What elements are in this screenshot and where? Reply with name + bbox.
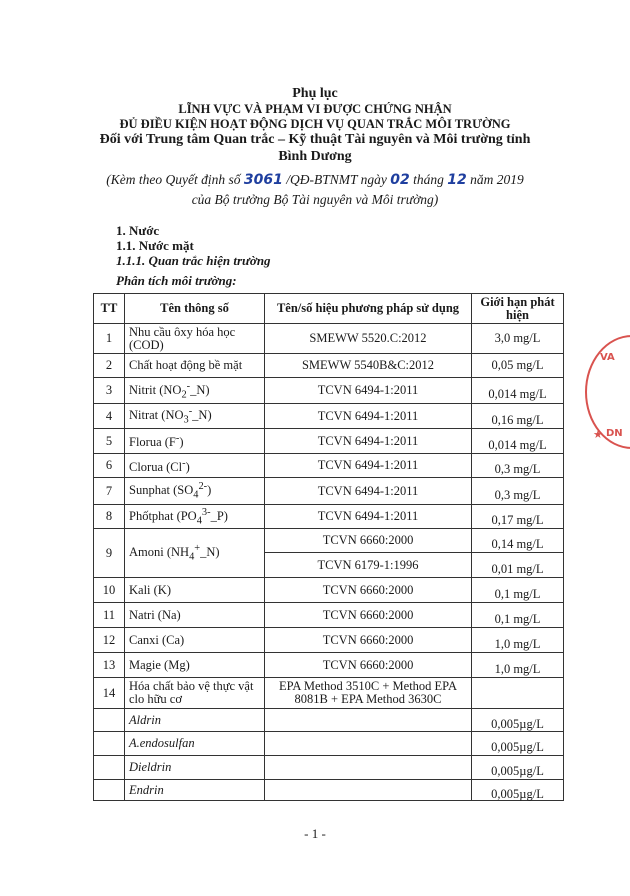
row-limit: 0,3 mg/L bbox=[472, 478, 564, 505]
decision-number: 3061 bbox=[243, 172, 283, 188]
row-method: TCVN 6494-1:2011 bbox=[265, 378, 472, 404]
row-param: Natri (Na) bbox=[125, 603, 265, 628]
row-param: Clorua (Cl-) bbox=[125, 454, 265, 478]
row-method: SMEWW 5540B&C:2012 bbox=[265, 354, 472, 378]
row-tt: 13 bbox=[94, 653, 125, 678]
section-field-monitoring: 1.1.1. Quan trắc hiện trường bbox=[116, 253, 271, 268]
row-tt: 3 bbox=[94, 378, 125, 404]
row-limit: 0,17 mg/L bbox=[472, 505, 564, 529]
row-tt: 2 bbox=[94, 354, 125, 378]
row-tt: 7 bbox=[94, 478, 125, 505]
row-limit: 0,014 mg/L bbox=[472, 378, 564, 404]
row-method: SMEWW 5520.C:2012 bbox=[265, 324, 472, 354]
row-param: Florua (F-) bbox=[125, 429, 265, 454]
decision-month-label: tháng bbox=[409, 172, 448, 187]
row-param: Nhu cầu ôxy hóa học (COD) bbox=[125, 324, 265, 354]
row-method: TCVN 6494-1:2011 bbox=[265, 429, 472, 454]
decision-year: năm 2019 bbox=[466, 172, 524, 187]
page-number: - 1 - bbox=[304, 826, 326, 841]
decision-mid: /QĐ-BTNMT ngày bbox=[282, 172, 391, 187]
row-method: TCVN 6494-1:2011 bbox=[265, 478, 472, 505]
row-limit: 0,1 mg/L bbox=[472, 578, 564, 603]
row-method: TCVN 6179-1:1996 bbox=[265, 553, 472, 578]
stamp-text-bottom: DN bbox=[606, 428, 623, 439]
row-tt: 5 bbox=[94, 429, 125, 454]
row-limit: 1,0 mg/L bbox=[472, 653, 564, 678]
row-method: TCVN 6494-1:2011 bbox=[265, 505, 472, 529]
table-row bbox=[94, 780, 564, 801]
row-param: Chất hoạt động bề mặt bbox=[125, 354, 265, 378]
header-tt: TT bbox=[94, 294, 125, 324]
row-limit: 0,005µg/L bbox=[472, 709, 564, 732]
row-param: Endrin bbox=[125, 780, 265, 801]
row-param: Magie (Mg) bbox=[125, 653, 265, 678]
header-line-1: LĨNH VỰC VÀ PHẠM VI ĐƯỢC CHỨNG NHẬN bbox=[178, 102, 452, 116]
row-limit bbox=[472, 678, 564, 709]
table-row bbox=[94, 324, 564, 354]
table-row bbox=[94, 454, 564, 478]
table-header-row bbox=[94, 294, 564, 324]
table-row bbox=[94, 628, 564, 653]
row-tt bbox=[94, 732, 125, 756]
row-tt: 11 bbox=[94, 603, 125, 628]
table-row bbox=[94, 378, 564, 404]
row-method bbox=[265, 732, 472, 756]
row-limit: 3,0 mg/L bbox=[472, 324, 564, 354]
row-limit: 0,005µg/L bbox=[472, 780, 564, 801]
row-limit: 0,16 mg/L bbox=[472, 404, 564, 429]
table-row bbox=[94, 404, 564, 429]
row-tt: 14 bbox=[94, 678, 125, 709]
table-row bbox=[94, 505, 564, 529]
row-method: TCVN 6660:2000 bbox=[265, 653, 472, 678]
table-row bbox=[94, 709, 564, 732]
decision-month: 12 bbox=[447, 172, 467, 188]
stamp-star-icon: ★ bbox=[593, 429, 603, 441]
table-row bbox=[94, 429, 564, 454]
row-tt: 9 bbox=[94, 529, 125, 578]
row-param: Canxi (Ca) bbox=[125, 628, 265, 653]
row-tt: 8 bbox=[94, 505, 125, 529]
table-row bbox=[94, 578, 564, 603]
row-method: TCVN 6660:2000 bbox=[265, 529, 472, 553]
row-method: EPA Method 3510C + Method EPA 8081B + EPA Method 3630C bbox=[265, 678, 472, 709]
header-param: Tên thông số bbox=[125, 294, 265, 324]
section-surface-water: 1.1. Nước mặt bbox=[116, 238, 194, 253]
row-method: TCVN 6660:2000 bbox=[265, 603, 472, 628]
row-param: Nitrat $(NO_3^-\_N)$ bbox=[125, 404, 265, 429]
row-limit: 1,0 mg/L bbox=[472, 628, 564, 653]
row-method: TCVN 6660:2000 bbox=[265, 628, 472, 653]
row-tt bbox=[94, 756, 125, 780]
header-limit: Giới hạn phát hiện bbox=[472, 294, 564, 324]
row-param: Nitrit $(NO_2^-\_N)$ bbox=[125, 378, 265, 404]
row-tt bbox=[94, 709, 125, 732]
row-method: TCVN 6494-1:2011 bbox=[265, 454, 472, 478]
decision-prefix: (Kèm theo Quyết định số bbox=[106, 172, 244, 187]
row-tt bbox=[94, 780, 125, 801]
row-limit: 0,005µg/L bbox=[472, 756, 564, 780]
row-limit: 0,01 mg/L bbox=[472, 553, 564, 578]
stamp-text-top: VA bbox=[600, 352, 615, 363]
header-line-2: ĐỦ ĐIỀU KIỆN HOẠT ĐỘNG DỊCH VỤ QUAN TRẮC MÔI TRƯỜNG bbox=[119, 117, 511, 131]
row-tt: 4 bbox=[94, 404, 125, 429]
section-water: 1. Nước bbox=[116, 223, 160, 238]
table-row bbox=[94, 732, 564, 756]
decision-line bbox=[0, 172, 630, 188]
row-param: Dieldrin bbox=[125, 756, 265, 780]
header-line-3: Đối với Trung tâm Quan trắc – Kỹ thuật Tài nguyên và Môi trường tỉnh bbox=[99, 132, 531, 147]
row-tt: 12 bbox=[94, 628, 125, 653]
section-analysis: Phân tích môi trường: bbox=[116, 273, 237, 288]
header-method: Tên/số hiệu phương pháp sử dụng bbox=[265, 294, 472, 324]
row-method bbox=[265, 756, 472, 780]
row-limit: 0,005µg/L bbox=[472, 732, 564, 756]
table-row bbox=[94, 678, 564, 709]
row-method: TCVN 6660:2000 bbox=[265, 578, 472, 603]
decision-day: 02 bbox=[390, 172, 410, 188]
decision-line-2: của Bộ trưởng Bộ Tài nguyên và Môi trường) bbox=[191, 192, 439, 207]
row-param: Amoni $(NH_4^+\_N)$ bbox=[125, 529, 265, 578]
row-limit: 0,3 mg/L bbox=[472, 454, 564, 478]
header-line-4: Bình Dương bbox=[278, 149, 352, 164]
table-row bbox=[94, 478, 564, 505]
appendix-title: Phụ lục bbox=[292, 86, 338, 101]
row-param: Aldrin bbox=[125, 709, 265, 732]
row-limit: 0,1 mg/L bbox=[472, 603, 564, 628]
table-row bbox=[94, 529, 564, 553]
table-row bbox=[94, 653, 564, 678]
row-param: Phốtphat $(PO_4^{3-}\_P)$ bbox=[125, 505, 265, 529]
row-tt: 1 bbox=[94, 324, 125, 354]
row-param: Hóa chất bảo vệ thực vật clo hữu cơ bbox=[125, 678, 265, 709]
table-row bbox=[94, 756, 564, 780]
row-tt: 10 bbox=[94, 578, 125, 603]
row-param: Kali (K) bbox=[125, 578, 265, 603]
row-method: TCVN 6494-1:2011 bbox=[265, 404, 472, 429]
table-row bbox=[94, 603, 564, 628]
row-method bbox=[265, 780, 472, 801]
row-method bbox=[265, 709, 472, 732]
row-tt: 6 bbox=[94, 454, 125, 478]
row-limit: 0,05 mg/L bbox=[472, 354, 564, 378]
row-limit: 0,014 mg/L bbox=[472, 429, 564, 454]
parameter-table bbox=[93, 293, 564, 801]
row-limit: 0,14 mg/L bbox=[472, 529, 564, 553]
table-row bbox=[94, 354, 564, 378]
row-param: A.endosulfan bbox=[125, 732, 265, 756]
row-param: Sunphat $(SO_4^{2-})$ bbox=[125, 478, 265, 505]
